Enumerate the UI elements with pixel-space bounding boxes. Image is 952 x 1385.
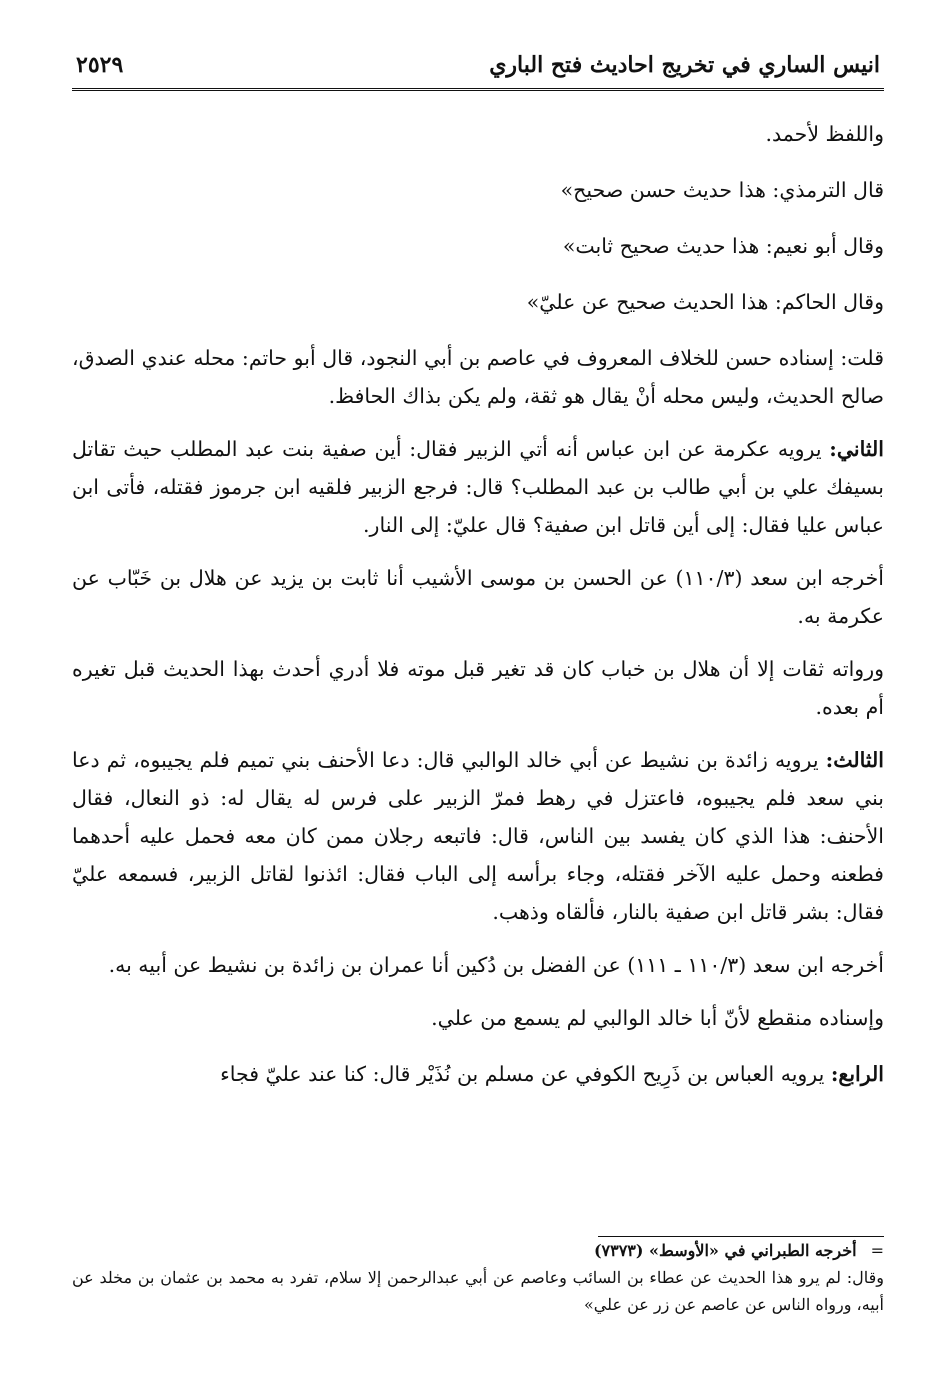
footnote-text: وقال: لم يرو هذا الحديث عن عطاء بن السائب وعاصم عن أبي عبدالرحمن إلا سلام، تفرد به محمد بن عثمان بن مخلد عن أبيه، ورواه الناس عن عاصم عن زر عن علي» [72, 1268, 884, 1314]
paragraph [72, 339, 884, 415]
paragraph-text: قلت: إسناده حسن للخلاف المعروف في عاصم بن أبي النجود، قال أبو حاتم: محله عندي الصدق، صالح الحديث، وليس محله أنْ يقال هو ثقة، ولم يكن بذاك الحافظ. [72, 346, 884, 408]
page [72, 52, 884, 1108]
paragraph-text: قال الترمذي: هذا حديث حسن صحيح» [560, 178, 884, 202]
section-label: الرابع: [830, 1062, 884, 1086]
paragraph-text: يرويه العباس بن ذَرِيح الكوفي عن مسلم بن نُذَيْر قال: كنا عند عليّ فجاء [220, 1062, 825, 1086]
running-title: انيس الساري في تخريج احاديث فتح الباري [489, 52, 880, 78]
footnote-text: أخرجه الطبراني في «الأوسط» (٧٣٧٣) [593, 1241, 857, 1260]
paragraph-text: وإسناده منقطع لأنّ أبا خالد الوالبي لم يسمع من علي. [431, 1006, 884, 1030]
paragraph [72, 559, 884, 635]
paragraph-text: واللفظ لأحمد. [765, 122, 884, 146]
paragraph [72, 227, 884, 265]
paragraph [72, 1055, 884, 1093]
paragraph [72, 999, 884, 1037]
paragraph [72, 430, 884, 544]
paragraph-text: وقال الحاكم: هذا الحديث صحيح عن عليّ» [526, 290, 884, 314]
paragraph [72, 650, 884, 726]
section-label: الثاني: [829, 437, 884, 461]
footnotes [72, 1236, 884, 1318]
paragraph-text: أخرجه ابن سعد (١١٠/٣ ـ ١١١) عن الفضل بن دُكين أنا عمران بن زائدة بن نشيط عن أبيه به. [108, 953, 884, 977]
paragraph-text: يرويه عكرمة عن ابن عباس أنه أتي الزبير فقال: أين صفية بنت عبد المطلب حيث تقاتل بسيفك علي بن أبي طالب بن عبد المطلب؟ قال: فرجع الزبير فلقيه ابن جرموز فقتله، فأتى ابن عباس عليا فقال: إلى أين قاتل ابن صفية؟ قال عليّ: إلى النار. [72, 437, 884, 537]
page-number: ٢٥٢٩ [76, 52, 124, 78]
page-header [72, 52, 884, 91]
footnote [72, 1237, 884, 1264]
main-text [72, 115, 884, 1093]
paragraph-text: ورواته ثقات إلا أن هلال بن خباب كان قد تغير قبل موته فلا أدري أحدث بهذا الحديث قبل تغيره أم بعده. [72, 657, 884, 719]
paragraph [72, 283, 884, 321]
paragraph [72, 171, 884, 209]
paragraph [72, 115, 884, 153]
paragraph-text: يرويه زائدة بن نشيط عن أبي خالد الوالبي قال: دعا الأحنف بني تميم فلم يجيبوه، ثم دعا بني سعد فلم يجيبوه، فاعتزل في رهط فمرّ الزبير على فرس له يقال له: ذو النعال، فقال الأحنف: هذا الذي كان يفسد بين الناس، قال: فاتبعه رجلان ممن كان معه فحمل عليه أحدهما فطعنه وحمل عليه الآخر فقتله، وجاء برأسه إلى الباب فقال: ائذنوا لقاتل الزبير، فسمعه عليّ فقال: بشر قاتل ابن صفية بالنار، فألقاه وذهب. [72, 748, 884, 924]
footnote [72, 1264, 884, 1318]
paragraph [72, 946, 884, 984]
paragraph-text: أخرجه ابن سعد (١١٠/٣) عن الحسن بن موسى الأشيب أنا ثابت بن يزيد عن هلال بن خَبّاب عن عكرمة به. [72, 566, 884, 628]
paragraph [72, 741, 884, 931]
section-label: الثالث: [825, 748, 884, 772]
paragraph-text: وقال أبو نعيم: هذا حديث صحيح ثابت» [562, 234, 884, 258]
footnote-marker: = [870, 1241, 884, 1260]
